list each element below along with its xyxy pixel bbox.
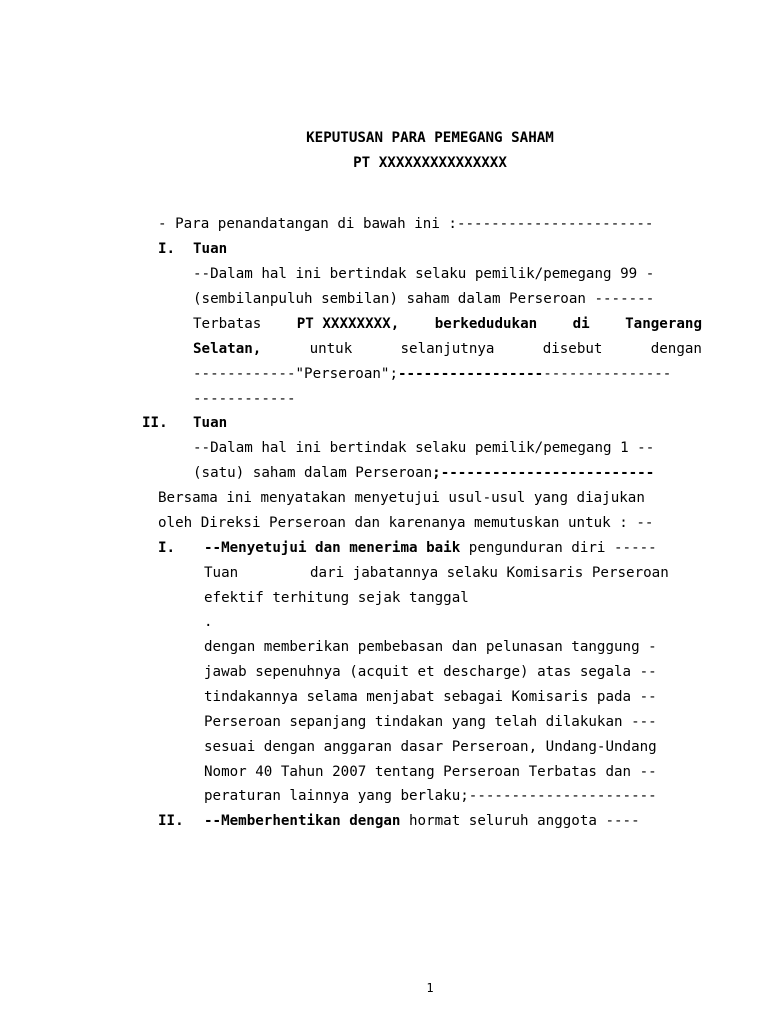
- item-1-line-1: --Dalam hal ini bertindak selaku pemilik/pemegang 99 -: [193, 266, 655, 282]
- decision-1-line-6: jawab sepenuhnya (acquit et descharge) atas segala --: [204, 664, 657, 680]
- item-2-line-1: --Dalam hal ini bertindak selaku pemilik/pemegang 1 --: [193, 440, 655, 456]
- decision-1-line-3: efektif terhitung sejak tanggal: [204, 590, 469, 606]
- dashes: ---------------: [543, 366, 672, 382]
- item-1-number: I.: [158, 241, 176, 257]
- item-1-line-3: [193, 315, 702, 333]
- decision-1-line-2a: Tuan: [204, 565, 239, 581]
- decision-2-number: II.: [158, 813, 184, 829]
- decision-1-line-10: Nomor 40 Tahun 2007 tentang Perseroan Terbatas dan --: [204, 764, 657, 780]
- item-1-line-2: (sembilanpuluh sembilan) saham dalam Perseroan -------: [193, 291, 655, 307]
- decision-1-number: I.: [158, 540, 176, 556]
- item-1-line-5: [193, 365, 671, 383]
- word: di: [572, 316, 590, 332]
- text: (satu) saham dalam Perseroan: [193, 465, 433, 481]
- decision-1-line-11: peraturan lainnya yang berlaku;----------------------: [204, 788, 657, 804]
- item-2-line-2: [193, 464, 654, 482]
- item-1-name: Tuan: [193, 241, 228, 257]
- text: ------------"Perseroan";: [193, 366, 398, 382]
- item-2-name: Tuan: [193, 415, 228, 431]
- text: pengunduran diri -----: [460, 540, 657, 556]
- word: dengan: [650, 341, 702, 357]
- decision-1-line-4: .: [204, 614, 213, 630]
- decision-1-line-5: dengan memberikan pembebasan dan pelunasan tanggung -: [204, 639, 657, 655]
- word: Tangerang: [625, 316, 702, 332]
- decision-1-line-9: sesuai dengan anggaran dasar Perseroan, Undang-Undang: [204, 739, 657, 755]
- decision-1-line-7: tindakannya selama menjabat sebagai Komisaris pada --: [204, 689, 657, 705]
- decision-1-line-1: [204, 539, 657, 557]
- decision-1-line-2b: dari jabatannya selaku Komisaris Perseroan: [310, 565, 669, 581]
- word: Terbatas: [193, 316, 262, 332]
- decision-2-line-1: [204, 812, 640, 830]
- item-2-number: II.: [142, 415, 168, 431]
- word: Selatan,: [193, 341, 262, 357]
- page-number: 1: [426, 981, 434, 995]
- item-1-line-6: ------------: [193, 391, 296, 407]
- item-1-line-4: [193, 340, 702, 358]
- document-title: KEPUTUSAN PARA PEMEGANG SAHAM: [306, 130, 554, 146]
- bold-text: --Menyetujui dan menerima baik: [204, 540, 461, 556]
- bold-text: --Memberhentikan dengan: [204, 813, 401, 829]
- word: disebut: [542, 341, 603, 357]
- company-name: PT XXXXXXXXXXXXXXX: [353, 155, 507, 171]
- word: untuk: [309, 341, 353, 357]
- word: berkedudukan: [434, 316, 538, 332]
- statement-line-1: Bersama ini menyatakan menyetujui usul-usul yang diajukan: [158, 490, 645, 506]
- intro-line: - Para penandatangan di bawah ini :-----------------------: [158, 216, 654, 232]
- dashes: ;-------------------------: [432, 465, 655, 481]
- statement-line-2: oleh Direksi Perseroan dan karenanya memutuskan untuk : --: [158, 515, 654, 531]
- decision-1-line-8: Perseroan sepanjang tindakan yang telah dilakukan ---: [204, 714, 657, 730]
- company-ref: PT XXXXXXXX,: [296, 316, 400, 332]
- text: hormat seluruh anggota ----: [400, 813, 640, 829]
- word: selanjutnya: [400, 341, 495, 357]
- dashes: -----------------: [398, 366, 544, 382]
